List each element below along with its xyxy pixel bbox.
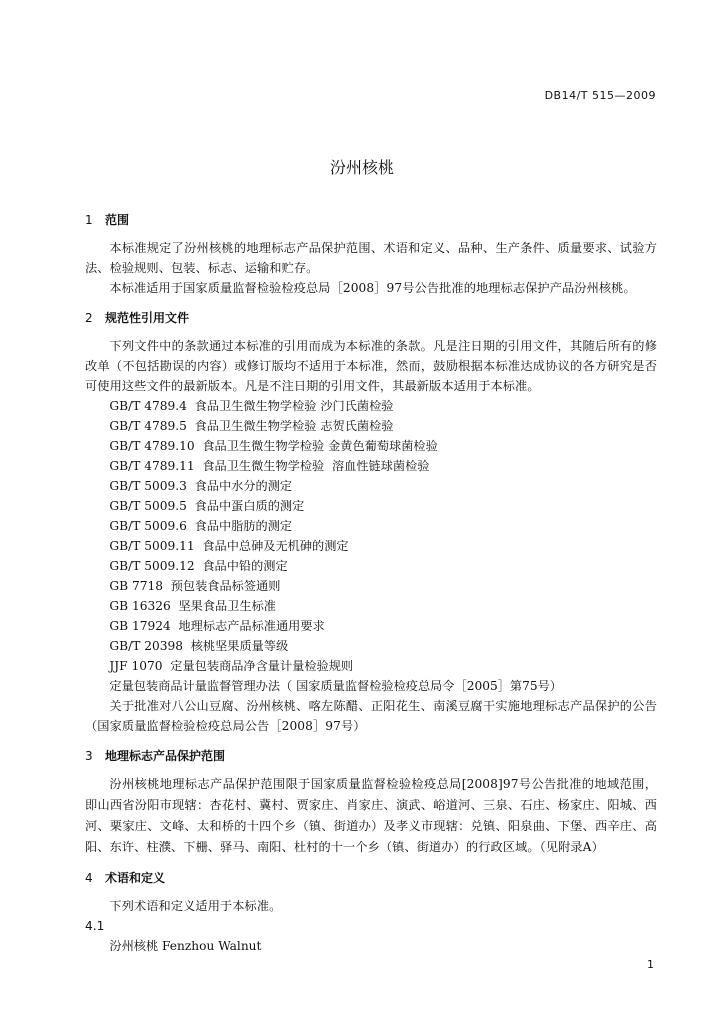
paragraph: 本标准规定了汾州核桃的地理标志产品保护范围、术语和定义、品种、生产条件、质量要求、试验方法、检验规则、包装、标志、运输和贮存。 — [85, 241, 657, 275]
reference-item: GB 16326 坚果食品卫生标准 — [109, 599, 276, 613]
reference-item: GB/T 5009.6 食品中脂肪的测定 — [109, 519, 293, 533]
section-number: 1 — [85, 213, 93, 227]
reference-item: GB/T 4789.11 食品卫生微生物学检验 溶血性链球菌检验 — [109, 459, 430, 473]
section-3-heading — [85, 746, 657, 766]
term-entry: 汾州核桃 Fenzhou Walnut — [109, 939, 262, 953]
reference-item: GB/T 5009.3 食品中水分的测定 — [109, 479, 293, 493]
subsection-number: 4.1 — [85, 919, 105, 933]
document-body — [85, 210, 657, 956]
section-number: 4 — [85, 871, 93, 885]
paragraph: 关于批准对八公山豆腐、汾州核桃、喀左陈醋、正阳花生、南溪豆腐干实施地理标志产品保护的公告（国家质量监督检验检疫总局公告［2008］97号） — [85, 699, 657, 733]
section-2-heading — [85, 308, 657, 328]
section-number: 3 — [85, 749, 93, 763]
section-title: 规范性引用文件 — [105, 311, 190, 325]
section-title: 地理标志产品保护范围 — [105, 749, 226, 763]
reference-item: GB 7718 预包装食品标签通则 — [109, 579, 281, 593]
reference-item: GB/T 5009.5 食品中蛋白质的测定 — [109, 499, 305, 513]
section-4-heading — [85, 868, 657, 888]
reference-item: GB/T 4789.4 食品卫生微生物学检验 沙门氏菌检验 — [109, 399, 394, 413]
page-number: 1 — [647, 958, 654, 971]
document-code: DB14/T 515—2009 — [544, 89, 656, 102]
section-1-heading — [85, 210, 657, 230]
reference-item: GB/T 20398 核桃坚果质量等级 — [109, 639, 289, 653]
paragraph: 下列文件中的条款通过本标准的引用而成为本标准的条款。凡是注日期的引用文件，其随后所有的修改单（不包括勘误的内容）或修订版均不适用于本标准，然而，鼓励根据本标准达成协议的各方研究是否可使用这些文件的最新版本。凡是不注日期的引用文件，其最新版本适用于本标准。 — [85, 339, 657, 393]
paragraph: 汾州核桃地理标志产品保护范围限于国家质量监督检验检疫总局[2008]97号公告批准的地域范围，即山西省汾阳市现辖：杏花村、冀村、贾家庄、肖家庄、演武、峪道河、三泉、石庄、杨家庄、阳城、西河、栗家庄、文峰、太和桥的十四个乡（镇、街道办）及孝义市现辖：兑镇、阳泉曲、下堡、西辛庄、高阳、东许、柱濮、下栅、驿马、南阳、杜村的十一个乡（镇、街道办）的行政区域。（见附录A） — [85, 777, 657, 854]
reference-item: GB/T 4789.5 食品卫生微生物学检验 志贺氏菌检验 — [109, 419, 394, 433]
reference-item: GB/T 5009.12 食品中铅的测定 — [109, 559, 288, 573]
reference-item: GB/T 5009.11 食品中总砷及无机砷的测定 — [109, 539, 349, 553]
document-title: 汾州核桃 — [329, 158, 394, 177]
section-title: 术语和定义 — [105, 871, 166, 885]
reference-item: JJF 1070 定量包装商品净含量计量检验规则 — [109, 659, 354, 673]
reference-item: GB/T 4789.10 食品卫生微生物学检验 金黄色葡萄球菌检验 — [109, 439, 438, 453]
section-number: 2 — [85, 311, 93, 325]
paragraph: 下列术语和定义适用于本标准。 — [109, 899, 282, 913]
reference-item: GB 17924 地理标志产品标准通用要求 — [109, 619, 325, 633]
reference-item: 定量包装商品计量监督管理办法（ 国家质量监督检验检疫总局令［2005］第75号） — [109, 679, 562, 693]
section-title: 范围 — [105, 213, 130, 227]
paragraph: 本标准适用于国家质量监督检验检疫总局［2008］97号公告批准的地理标志保护产品汾州核桃。 — [109, 281, 636, 295]
